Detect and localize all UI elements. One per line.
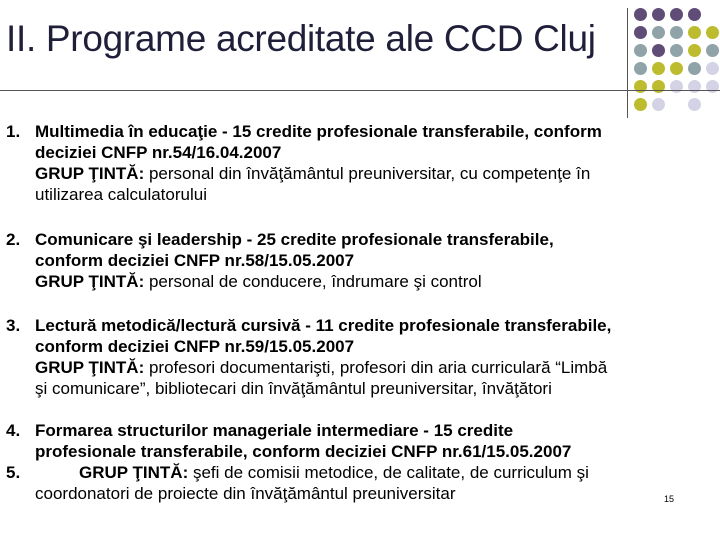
decor-dot	[706, 44, 719, 57]
program-title: Comunicare şi leadership - 25 credite profesionale transferabile,	[35, 230, 554, 249]
decor-dot	[652, 98, 665, 111]
decor-dot	[706, 26, 719, 39]
decor-dot	[634, 8, 647, 21]
decor-dot	[670, 44, 683, 57]
program-decision: conform deciziei CNFP nr.58/15.05.2007	[35, 251, 355, 270]
program-title: Formarea structurilor manageriale intermediare - 15 credite	[35, 421, 514, 440]
target-group-continuation: coordonatori de proiecte din învăţământul preuniversitar	[35, 484, 456, 503]
program-decision: profesionale transferabile, conform deciziei CNFP nr.61/15.05.2007	[35, 442, 572, 461]
title-divider	[0, 90, 720, 91]
item-number: 2.	[6, 230, 21, 249]
decor-dot	[670, 62, 683, 75]
page-number: 15	[664, 494, 675, 504]
decor-dot	[652, 26, 665, 39]
target-group-continuation: utilizarea calculatorului	[35, 185, 207, 204]
decor-dot	[634, 26, 647, 39]
decor-dot	[652, 62, 665, 75]
target-group-text: profesori documentarişti, profesori din aria curriculară “Limbă	[144, 358, 608, 377]
decor-dot	[688, 62, 701, 75]
decor-dot	[670, 26, 683, 39]
target-group-label: GRUP ŢINTĂ:	[35, 272, 145, 291]
decor-dot	[634, 98, 647, 111]
target-group-text: personal din învăţământul preuniversitar, cu competenţe în	[144, 164, 591, 183]
decor-dot	[706, 62, 719, 75]
program-title: Multimedia în educaţie - 15 credite profesionale transferabile, conform	[35, 122, 602, 141]
vertical-divider	[627, 8, 628, 118]
target-group-line	[35, 163, 720, 184]
target-group-line	[35, 462, 720, 483]
decor-dot	[670, 80, 683, 93]
decor-dot	[688, 8, 701, 21]
decor-dot	[652, 44, 665, 57]
target-group-continuation: şi comunicare”, bibliotecari din învăţământul preuniversitar, învăţători	[35, 379, 552, 398]
target-group-line	[35, 357, 720, 378]
decor-dot	[706, 80, 719, 93]
target-group-text: şefi de comisii metodice, de calitate, de curriculum şi	[188, 463, 589, 482]
item-number: 1.	[6, 122, 21, 141]
slide-title: II. Programe acreditate ale CCD Cluj	[6, 18, 596, 59]
target-group-text: personal de conducere, îndrumare şi control	[144, 272, 482, 291]
decor-dot	[688, 80, 701, 93]
decorative-dot-grid	[0, 0, 720, 120]
item-number-secondary: 5.	[6, 463, 21, 482]
decor-dot	[688, 44, 701, 57]
decor-dot	[634, 80, 647, 93]
decor-dot	[634, 44, 647, 57]
item-number: 3.	[6, 316, 21, 335]
target-group-line	[35, 271, 720, 292]
target-group-label: GRUP ŢINTĂ:	[35, 358, 145, 377]
target-group-label: GRUP ŢINTĂ:	[79, 463, 189, 482]
decor-dot	[652, 80, 665, 93]
decor-dot	[688, 98, 701, 111]
decor-dot	[688, 26, 701, 39]
decor-dot	[670, 8, 683, 21]
decor-dot	[652, 8, 665, 21]
target-group-label: GRUP ŢINTĂ:	[35, 164, 145, 183]
program-decision: conform deciziei CNFP nr.59/15.05.2007	[35, 337, 355, 356]
item-number: 4.	[6, 421, 21, 440]
decor-dot	[634, 62, 647, 75]
program-decision: deciziei CNFP nr.54/16.04.2007	[35, 143, 282, 162]
program-title: Lectură metodică/lectură cursivă - 11 credite profesionale transferabile,	[35, 316, 612, 335]
